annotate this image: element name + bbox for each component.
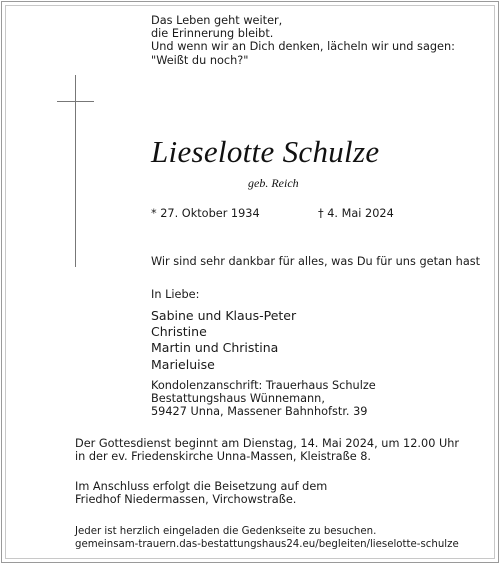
thanks-line: Wir sind sehr dankbar für alles, was Du für uns getan hast [151,255,481,268]
cross-icon-horizontal [57,101,94,102]
burial-line: Im Anschluss erfolgt die Beisetzung auf dem [75,480,328,493]
poem-line: die Erinnerung bleibt. [151,27,274,41]
obituary-inner-border [5,5,495,559]
memorial-page-info [75,525,459,551]
poem-line: "Weißt du noch?" [151,53,249,67]
poem-line: Und wenn wir an Dich denken, lächeln wir und sagen: [151,40,455,54]
service-info [75,437,459,463]
mourner-name: Sabine und Klaus-Peter [151,308,297,323]
cross-icon-vertical [75,75,76,267]
death-date: † 4. Mai 2024 [318,207,394,220]
mourner-name: Martin und Christina [151,340,279,356]
birth-date: * 27. Oktober 1934 [151,207,260,220]
memorial-invitation: Jeder ist herzlich eingeladen die Gedenkseite zu besuchen. [75,526,377,537]
condolence-address [151,379,376,419]
poem [151,14,455,67]
memorial-url-link[interactable]: gemeinsam-trauern.das-bestattungshaus24.eu/begleiten/lieselotte-schulze [75,539,459,550]
condolence-line: Bestattungshaus Wünnemann, [151,392,325,406]
mourners-list [151,308,296,373]
deceased-name: Lieselotte Schulze [151,134,380,169]
burial-line: Friedhof Niedermassen, Virchowstraße. [75,493,297,507]
maiden-name: geb. Reich [248,176,299,190]
mourners-intro: In Liebe: [151,288,200,301]
poem-line: Das Leben geht weiter, [151,14,283,27]
burial-info [75,480,327,506]
mourner-name: Marieluise [151,356,215,372]
condolence-line: 59427 Unna, Massener Bahnhofstr. 39 [151,405,368,419]
service-line: Der Gottesdienst beginnt am Dienstag, 14. Mai 2024, um 12.00 Uhr [75,437,460,450]
service-line: in der ev. Friedenskirche Unna-Massen, Kleistraße 8. [75,450,372,464]
mourner-name: Christine [151,324,207,340]
condolence-line: Kondolenzanschrift: Trauerhaus Schulze [151,379,376,392]
